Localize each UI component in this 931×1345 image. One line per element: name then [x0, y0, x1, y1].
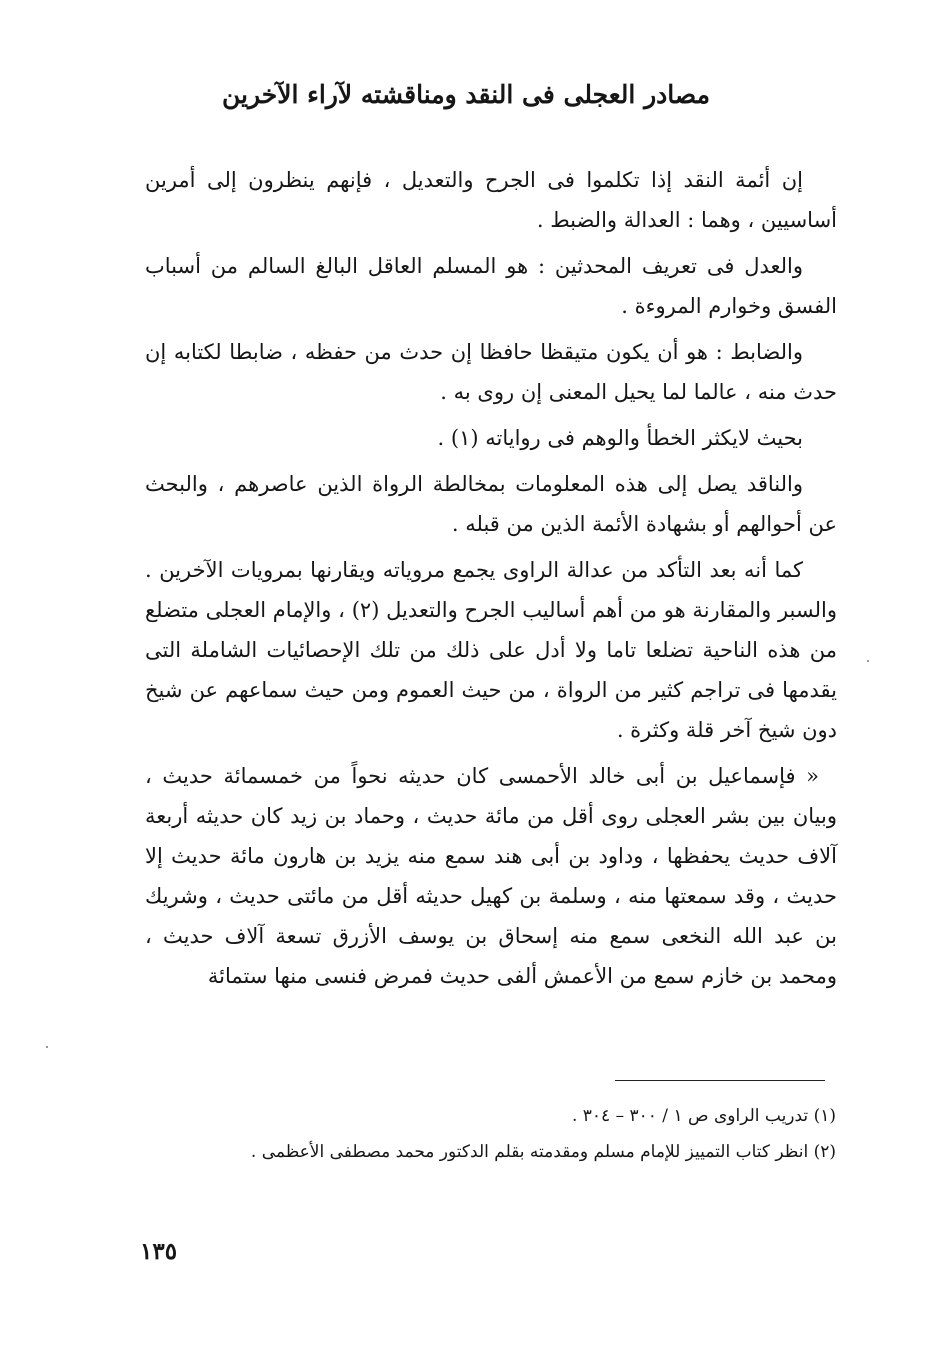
footnote-2: (٢) انظر كتاب التمييز للإمام مسلم ومقدمته بقلم الدكتور محمد مصطفى الأعظمى . [250, 1142, 836, 1162]
running-header: مصادر العجلى فى النقد ومناقشته لآراء الآخرين [222, 80, 710, 109]
body-text [145, 160, 837, 1002]
paragraph-1: إن أئمة النقد إذا تكلموا فى الجرح والتعديل ، فإنهم ينظرون إلى أمرين أساسيين ، وهما : العدالة والضبط . [145, 168, 837, 232]
scan-speck [867, 660, 869, 662]
footnotes [130, 1098, 836, 1170]
paragraph-2: والعدل فى تعريف المحدثين : هو المسلم العاقل البالغ السالم من أسباب الفسق وخوارم المروءة . [145, 254, 837, 318]
paragraph-4: بحيث لايكثر الخطأ والوهم فى رواياته (١) . [437, 426, 803, 450]
page-number: ١٣٥ [140, 1238, 178, 1265]
paragraph-5: والناقد يصل إلى هذه المعلومات بمخالطة الرواة الذين عاصرهم ، والبحث عن أحوالهم أو بشهادة الأئمة الذين من قبله . [145, 472, 837, 536]
paragraph-3: والضابط : هو أن يكون متيقظا حافظا إن حدث من حفظه ، ضابطا لكتابه إن حدث منه ، عالما لما يحيل المعنى إن روى به . [145, 340, 837, 404]
footnote-1: (١) تدريب الراوى ص ١ / ٣٠٠ – ٣٠٤ . [571, 1106, 836, 1126]
scan-speck [46, 1046, 48, 1048]
footnote-separator [615, 1080, 825, 1081]
paragraph-7-quotation: « فإسماعيل بن أبى خالد الأحمسى كان حديثه نحواً من خمسمائة حديث ، وبيان بين بشر العجلى روى أقل من مائة حديث ، وحماد بن زيد كان حديثه أربعة آلاف حديث يحفظها ، وداود بن أبى هند سمع منه يزيد بن هارون مائة حديث إلا حديث ، وقد سمعتها منه ، وسلمة بن كهيل حديثه أقل من مائتى حديث ، وشريك بن عبد الله النخعى سمع منه إسحاق بن يوسف الأزرق تسعة آلاف حديث ، ومحمد بن خازم سمع من الأعمش ألفى حديث فمرض فنسى منها ستمائة [145, 764, 837, 988]
paragraph-6: كما أنه بعد التأكد من عدالة الراوى يجمع مروياته ويقارنها بمرويات الآخرين . والسبر والمقارنة هو من أهم أساليب الجرح والتعديل (٢) ، والإمام العجلى متضلع من هذه الناحية تضلعا تاما ولا أدل على ذلك من تلك الإحصائيات الشاملة التى يقدمها فى تراجم كثير من الرواة ، من حيث العموم ومن حيث سماعهم عن شيخ دون شيخ آخر قلة وكثرة . [145, 558, 838, 742]
